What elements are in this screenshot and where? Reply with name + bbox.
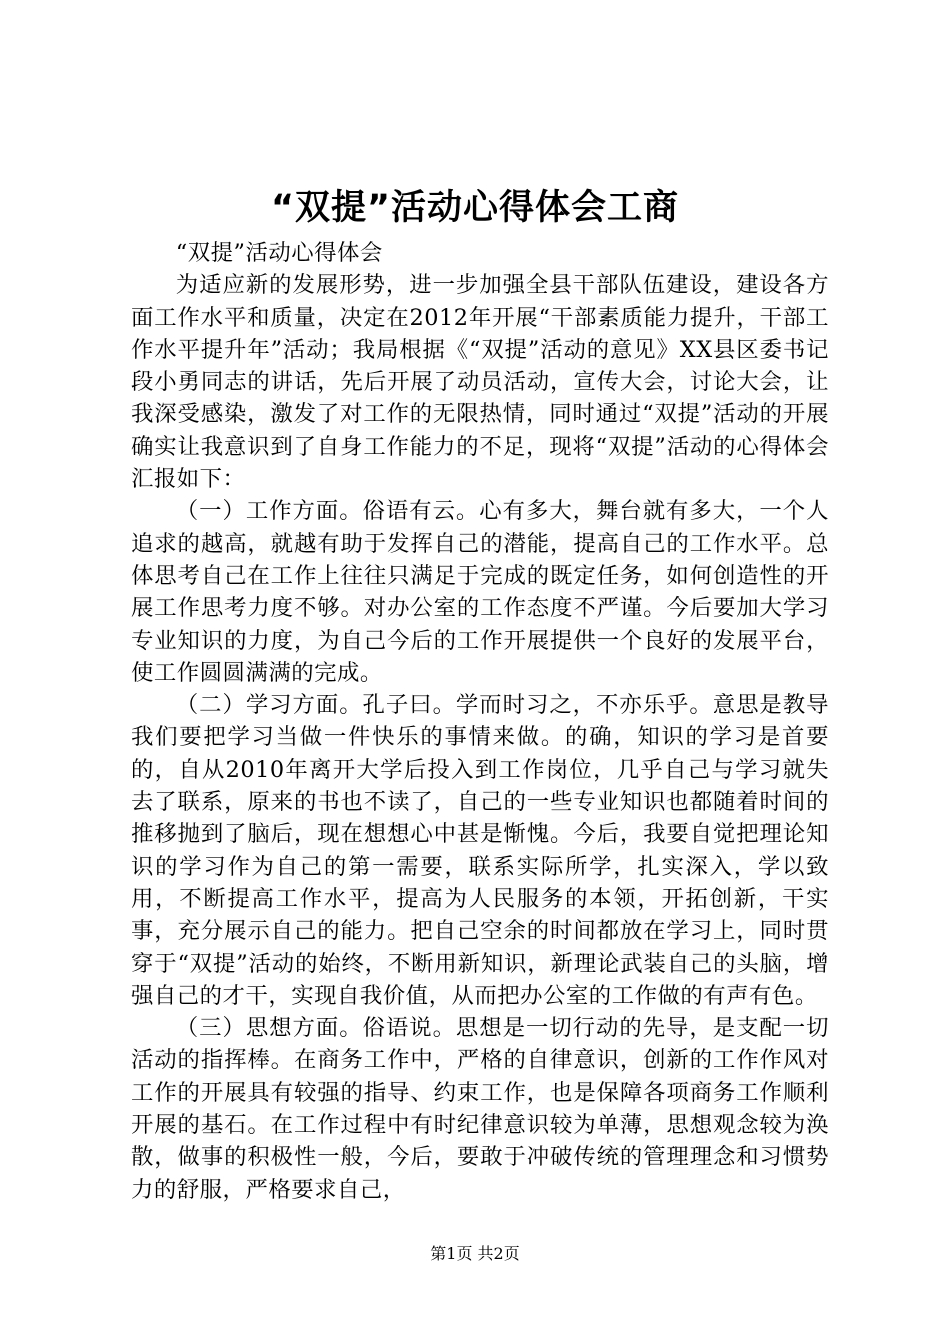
paragraph-study: （二）学习方面。孔子曰。学而时习之，不亦乐乎。意思是教导我们要把学习当做一件快乐的事情来做。的确，知识的学习是首要的，自从2010年离开大学后投入到工作岗位，几乎自己与学习就失去了联系，原来的书也不读了，自己的一些专业知识也都随着时间的推移抛到了脑后，现在想想心中甚是惭愧。今后，我要自觉把理论知识的学习作为自己的第一需要，联系实际所学，扎实深入，学以致用，不断提高工作水平，提高为人民服务的本领，开拓创新，干实事，充分展示自己的能力。把自己空余的时间都放在学习上，同时贯穿于“双提”活动的始终，不断用新知识，新理论武装自己的头脑，增强自己的才干，实现自我价值，从而把办公室的工作做的有声有色。 — [131, 692, 829, 1009]
document-title: “双提”活动心得体会工商 — [270, 188, 679, 228]
paragraph-work: （一）工作方面。俗语有云。心有多大，舞台就有多大，一个人追求的越高，就越有助于发挥自己的潜能，提高自己的工作水平。总体思考自己在工作上往往只满足于完成的既定任务，如何创造性的开展工作思考力度不够。对办公室的工作态度不严谨。今后要加大学习专业知识的力度，为自己今后的工作开展提供一个良好的发展平台，使工作圆圆满满的完成。 — [131, 498, 829, 686]
paragraph-thought: （三）思想方面。俗语说。思想是一切行动的先导，是支配一切活动的指挥棒。在商务工作中，严格的自律意识，创新的工作作风对工作的开展具有较强的指导、约束工作，也是保障各项商务工作顺利开展的基石。在工作过程中有时纪律意识较为单薄，思想观念较为涣散，做事的积极性一般，今后，要敢于冲破传统的管理理念和习惯势力的舒服，严格要求自己， — [131, 1015, 829, 1203]
paragraph-subtitle: “双提”活动心得体会 — [175, 240, 383, 266]
paragraph-intro: 为适应新的发展形势，进一步加强全县干部队伍建设，建设各方面工作水平和质量，决定在2012年开展“干部素质能力提升，干部工作水平提升年”活动；我局根据《“双提”活动的意见》XX县区委书记段小勇同志的讲话，先后开展了动员活动，宣传大会，讨论大会，让我深受感染，激发了对工作的无限热情，同时通过“双提”活动的开展确实让我意识到了自身工作能力的不足，现将“双提”活动的心得体会汇报如下： — [131, 272, 829, 493]
document-body — [131, 237, 829, 1206]
page-number: 第1页 共2页 — [430, 1244, 520, 1263]
